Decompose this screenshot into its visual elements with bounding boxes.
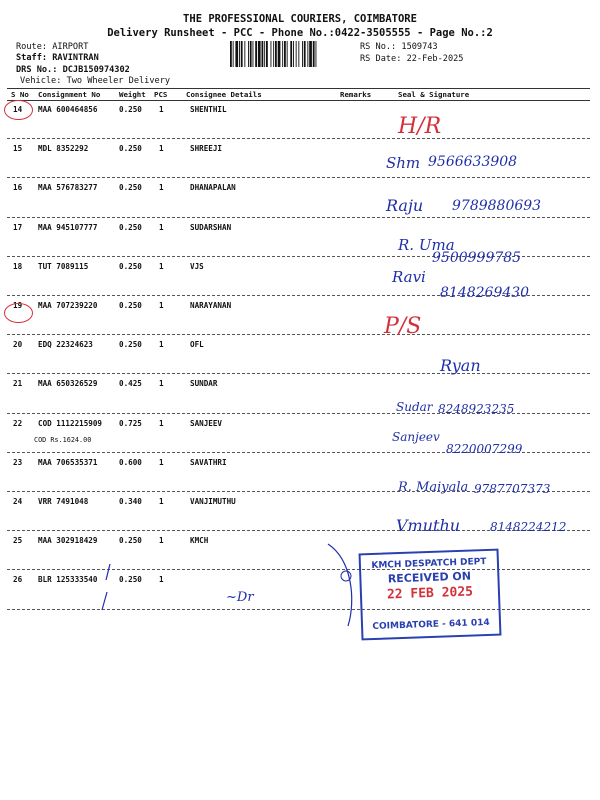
- row-sno: 22: [13, 418, 23, 428]
- row-consignment: MAA 706535371: [38, 457, 98, 467]
- signature-22: Sanjeev: [392, 430, 440, 444]
- row-divider: [7, 609, 590, 610]
- barcode-bar: [287, 41, 288, 67]
- barcode-bar: [307, 41, 308, 67]
- barcode-bar: [253, 41, 254, 67]
- stamp-received: RECEIVED ON: [387, 569, 472, 586]
- row-cod-note: COD Rs.1624.00: [34, 435, 92, 444]
- row-divider: [7, 569, 590, 570]
- barcode-bar: [262, 41, 264, 67]
- vehicle-label: Vehicle: Two Wheeler Delivery: [20, 76, 171, 86]
- row-consignment: VRR 7491048: [38, 497, 89, 506]
- col-consignment: Consignment No: [38, 90, 101, 99]
- signature-24: Vmuthu: [396, 516, 461, 535]
- row-weight: 0.250: [119, 536, 142, 546]
- barcode-bar: [284, 41, 286, 67]
- signature-14: H/R: [398, 114, 442, 139]
- red-circle-14: [4, 100, 33, 120]
- row-sno: 25: [13, 536, 23, 546]
- stamp-date: 22 FEB 2025: [386, 584, 474, 603]
- row-divider: [7, 217, 590, 218]
- row-pcs: 1: [159, 379, 164, 389]
- staff-label: Staff: RAVINTRAN: [16, 53, 99, 63]
- col-pcs: PCS: [154, 90, 168, 99]
- row-consignee: NARAYANAN: [190, 301, 232, 310]
- barcode-bar: [273, 41, 274, 67]
- row-consignee: KMCH: [190, 536, 209, 546]
- drs-number: DRS No.: DCJB150974302: [16, 65, 130, 75]
- phone-24: 8148224212: [490, 520, 567, 534]
- row-weight: 0.250: [119, 301, 142, 310]
- row-divider: [7, 177, 590, 178]
- row-weight: 0.250: [119, 144, 142, 154]
- header-bottom-rule: [7, 100, 590, 101]
- received-stamp: [359, 549, 502, 641]
- barcode-bar: [271, 41, 272, 67]
- row-pcs: 1: [159, 457, 164, 467]
- col-weight: Weight: [119, 90, 146, 99]
- runsheet-title: Delivery Runsheet - PCC - Phone No.:0422-3505555 - Page No.:2: [107, 27, 493, 39]
- row-divider: [7, 373, 590, 374]
- row-pcs: 1: [159, 105, 164, 114]
- row-consignee: SHREEJI: [190, 144, 223, 154]
- barcode-bar: [290, 41, 292, 67]
- row-pcs: 1: [159, 144, 164, 154]
- barcode-bar: [302, 41, 303, 67]
- row-divider: [7, 334, 590, 335]
- row-weight: 0.340: [119, 497, 142, 506]
- barcode-bar: [298, 41, 299, 67]
- header-top-rule: [7, 88, 590, 89]
- signature-18: Ravi: [392, 268, 426, 286]
- barcode-bar: [296, 41, 297, 67]
- row-consignment: EDQ 22324623: [38, 340, 93, 350]
- signature-23: R. Maiyala: [398, 480, 469, 495]
- row-sno: 26: [13, 575, 23, 585]
- row-consignee: SHENTHIL: [190, 105, 227, 114]
- phone-22: 8220007299: [446, 442, 523, 456]
- signature-15: Shm: [386, 154, 421, 172]
- barcode-bar: [250, 41, 252, 67]
- barcode-bar: [304, 41, 306, 67]
- row-consignee: VANJIMUTHU: [190, 497, 236, 506]
- company-title: THE PROFESSIONAL COURIERS, COIMBATORE: [183, 13, 417, 25]
- rs-number: RS No.: 1509743: [360, 42, 438, 52]
- signature-19: P/S: [384, 314, 422, 339]
- phone-17: 9500999785: [432, 250, 522, 266]
- row-consignment: MAA 600464856: [38, 105, 98, 114]
- barcode-bar: [235, 41, 238, 67]
- barcode-bar: [266, 41, 268, 67]
- row-weight: 0.250: [119, 340, 142, 350]
- barcode-bar: [275, 41, 277, 67]
- signature-26: ~Dr: [226, 590, 254, 605]
- barcode-bar: [244, 41, 245, 67]
- row-pcs: 1: [159, 183, 164, 193]
- row-consignment: COD 1112215909: [38, 418, 103, 428]
- row-sno: 16: [13, 183, 23, 193]
- row-weight: 0.250: [119, 105, 142, 114]
- ink-tick-marks: [96, 552, 116, 612]
- row-consignee: SAVATHRI: [190, 457, 227, 467]
- barcode-bar: [239, 41, 240, 67]
- red-circle-19: [4, 303, 33, 323]
- rs-date: RS Date: 22-Feb-2025: [360, 54, 464, 64]
- row-pcs: 1: [159, 301, 164, 310]
- route-label: Route: AIRPORT: [16, 42, 89, 52]
- ink-bracket-stroke: [322, 540, 362, 630]
- row-pcs: 1: [159, 261, 164, 271]
- row-consignment: MAA 650326529: [38, 379, 98, 389]
- signature-20: Ryan: [440, 356, 481, 375]
- row-sno: 15: [13, 144, 23, 154]
- row-consignee: SUNDAR: [190, 379, 218, 389]
- row-sno: 20: [13, 340, 23, 350]
- row-weight: 0.600: [119, 457, 142, 467]
- signature-16: Raju: [386, 196, 424, 215]
- col-seal: Seal & Signature: [398, 90, 470, 99]
- barcode-bar: [255, 41, 257, 67]
- row-consignment: MAA 707239220: [38, 301, 98, 310]
- row-pcs: 1: [159, 497, 164, 506]
- barcode-bar: [233, 41, 234, 67]
- stamp-city: COIMBATORE - 641 014: [372, 617, 490, 633]
- row-sno: 17: [13, 222, 23, 232]
- row-pcs: 1: [159, 575, 164, 585]
- barcode-bar: [309, 41, 312, 67]
- phone-18: 8148269430: [440, 285, 530, 301]
- row-consignee: SANJEEV: [190, 418, 223, 428]
- barcode-bar: [313, 41, 315, 67]
- barcode-bar: [264, 41, 265, 67]
- barcode-bar: [248, 41, 249, 67]
- row-weight: 0.725: [119, 418, 142, 428]
- row-consignee: VJS: [190, 261, 204, 271]
- phone-15: 9566633908: [428, 154, 518, 170]
- row-consignee: DHANAPALAN: [190, 183, 236, 193]
- row-consignment: BLR 125333540: [38, 575, 98, 585]
- signature-17: R. Uma: [398, 236, 455, 254]
- row-weight: 0.250: [119, 222, 142, 232]
- barcode-image: [230, 41, 355, 67]
- barcode-bar: [316, 41, 317, 67]
- row-weight: 0.250: [119, 575, 142, 585]
- row-consignment: MAA 945107777: [38, 222, 98, 232]
- phone-16: 9789880693: [452, 198, 542, 214]
- row-sno: 21: [13, 379, 23, 389]
- row-consignment: TUT 7089115: [38, 261, 89, 271]
- row-pcs: 1: [159, 340, 164, 350]
- barcode-bar: [278, 41, 281, 67]
- barcode-bar: [293, 41, 294, 67]
- row-consignment: MAA 576783277: [38, 183, 98, 193]
- row-sno: 23: [13, 457, 23, 467]
- col-consignee: Consignee Details: [186, 90, 262, 99]
- barcode-bar: [258, 41, 261, 67]
- phone-23: 9787707373: [474, 482, 551, 496]
- row-consignee: OFL: [190, 340, 204, 350]
- row-sno: 24: [13, 497, 23, 506]
- row-pcs: 1: [159, 536, 164, 546]
- row-pcs: 1: [159, 222, 164, 232]
- row-consignment: MAA 302918429: [38, 536, 98, 546]
- row-sno: 19: [13, 301, 23, 310]
- row-weight: 0.250: [119, 183, 142, 193]
- row-sno: 18: [13, 261, 23, 271]
- stamp-dept: KMCH DESPATCH DEPT: [371, 557, 487, 572]
- row-sno: 14: [13, 105, 23, 114]
- row-pcs: 1: [159, 418, 164, 428]
- phone-21: 8248923235: [438, 402, 515, 416]
- row-weight: 0.250: [119, 261, 142, 271]
- col-sno: S No: [11, 90, 29, 99]
- col-remarks: Remarks: [340, 90, 372, 99]
- row-weight: 0.425: [119, 379, 142, 389]
- row-consignment: MDL 8352292: [38, 144, 89, 154]
- barcode-bar: [282, 41, 283, 67]
- barcode-bar: [241, 41, 243, 67]
- signature-21: Sudar: [396, 400, 433, 414]
- barcode-bar: [230, 41, 232, 67]
- row-consignee: SUDARSHAN: [190, 222, 232, 232]
- row-divider: [7, 138, 590, 139]
